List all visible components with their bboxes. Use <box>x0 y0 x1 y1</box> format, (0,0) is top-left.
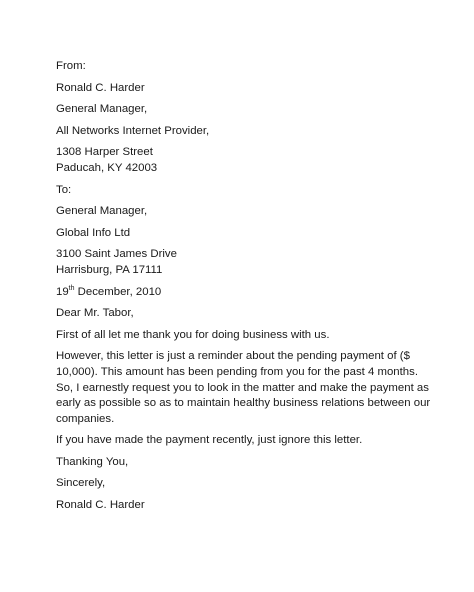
salutation-block <box>56 306 426 322</box>
para2-line-3: So, I earnestly request you to look in the matter and make the payment as <box>56 381 429 394</box>
signature-block <box>56 498 426 514</box>
recipient-city: Harrisburg, PA 17111 <box>56 263 163 276</box>
recipient-company-block <box>56 226 426 242</box>
recipient-street: 3100 Saint James Drive <box>56 248 177 261</box>
sender-title-block <box>56 102 426 118</box>
para3-text: If you have made the payment recently, just ignore this letter. <box>56 434 363 447</box>
to-label: To: <box>56 183 72 196</box>
recipient-address <box>56 247 426 278</box>
letter-date <box>56 285 426 301</box>
closing-2: Sincerely, <box>56 477 106 490</box>
para2-line-4: early as possible so as to maintain healthy business relations between our <box>56 397 431 410</box>
date-day: 19 <box>56 285 69 298</box>
para1-text: First of all let me thank you for doing business with us. <box>56 328 330 341</box>
para2-line-2: 10,000). This amount has been pending from you for the past 4 months. <box>56 365 418 378</box>
paragraph-1 <box>56 328 426 344</box>
sender-street: 1308 Harper Street <box>56 146 153 159</box>
from-label: From: <box>56 60 86 72</box>
sender-name-block <box>56 81 426 97</box>
sender-city: Paducah, KY 42003 <box>56 161 158 174</box>
date-suffix: th <box>68 284 75 292</box>
para2-line-1: However, this letter is just a reminder about the pending payment of ($ <box>56 350 410 363</box>
para2-line-5: companies. <box>56 412 115 425</box>
sender-title: General Manager, <box>56 103 148 116</box>
sender-company: All Networks Internet Provider, <box>56 124 210 137</box>
sender-company-block <box>56 124 426 140</box>
letter-body <box>56 59 431 520</box>
sender-name: Ronald C. Harder <box>56 81 145 94</box>
sender-address <box>56 145 426 176</box>
closing-1: Thanking You, <box>56 455 129 468</box>
paragraph-2 <box>56 349 431 427</box>
recipient-title: General Manager, <box>56 205 148 218</box>
closing-sincerely <box>56 476 426 492</box>
closing-thanks <box>56 455 426 471</box>
paragraph-3 <box>56 433 426 449</box>
recipient-title-block <box>56 204 426 220</box>
to-block <box>56 183 426 199</box>
from-block <box>56 59 426 75</box>
recipient-company: Global Info Ltd <box>56 226 131 239</box>
signature-name: Ronald C. Harder <box>56 499 145 512</box>
salutation: Dear Mr. Tabor, <box>56 307 134 320</box>
date-rest: December, 2010 <box>74 285 162 298</box>
